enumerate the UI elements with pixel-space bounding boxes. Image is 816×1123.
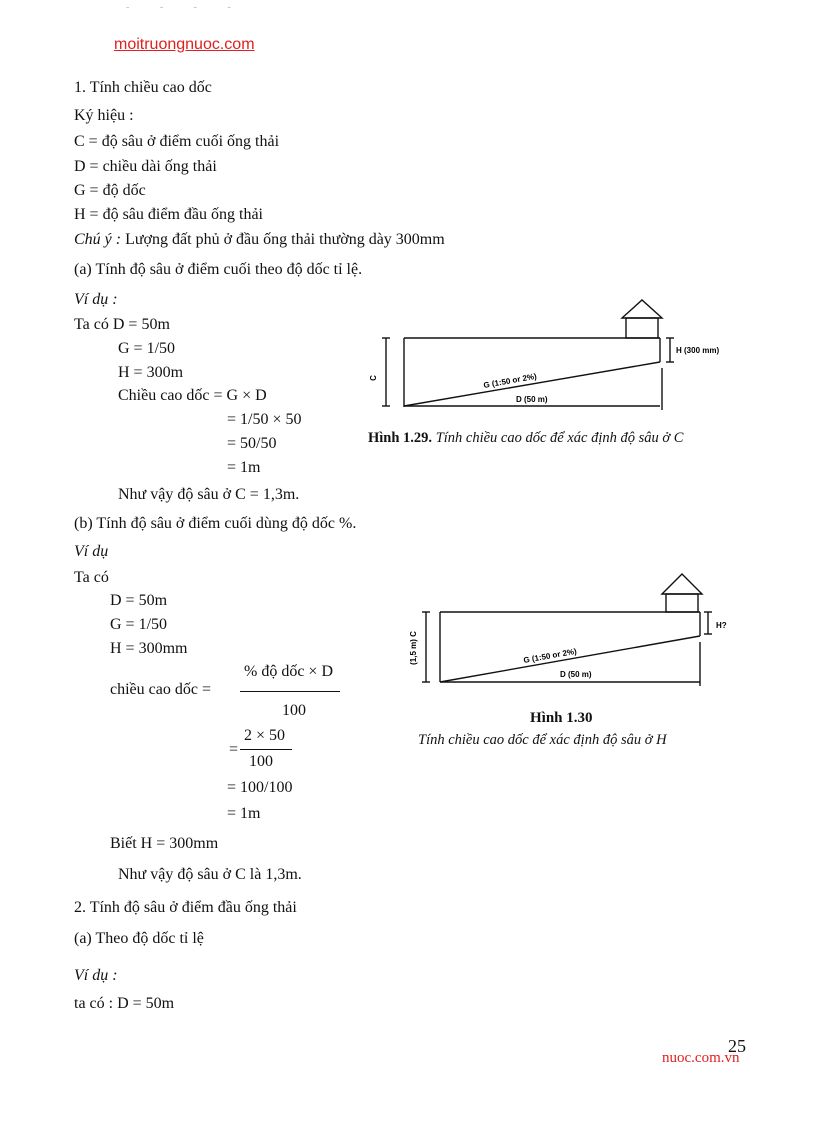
page-number: 25 (728, 1036, 746, 1056)
section2-part-a-title: (a) Theo độ dốc tỉ lệ (74, 930, 204, 947)
note (74, 230, 445, 250)
fig129-label-g: G (1:50 or 2%) (482, 371, 538, 390)
fig129-label-d: D (50 m) (516, 395, 548, 404)
symbol-d: D = chiều dài ống thải (74, 158, 217, 175)
example-line: = 1m (227, 459, 261, 476)
house-body-icon (626, 318, 658, 338)
example-line: G = 1/50 (118, 340, 176, 357)
scan-marks: - - - - (126, 2, 245, 13)
section2-ta-co: ta có : D = 50m (74, 995, 175, 1012)
example-line: H = 300m (118, 364, 184, 381)
formula-label: chiều cao dốc = (110, 681, 211, 698)
house-roof-icon (662, 574, 702, 594)
example-label: Ví dụ : (74, 291, 118, 308)
fig129-label-h: H (300 mm) (676, 346, 720, 355)
symbols-heading: Ký hiệu : (74, 107, 134, 124)
example-line: = 50/50 (227, 435, 277, 452)
fig129-caption (368, 428, 683, 448)
given-g: G = 1/50 (110, 616, 168, 633)
symbol-g: G = độ dốc (74, 182, 146, 199)
house-roof-icon (622, 300, 662, 318)
note-label: Chú ý : (74, 231, 122, 248)
fig129-label-c: C (369, 375, 378, 381)
fig130-label-g: G (1:50 or 2%) (522, 646, 578, 665)
fig130-label-d: D (50 m) (560, 670, 592, 679)
footer-site-link[interactable]: nuoc.com.vn (662, 1050, 740, 1066)
fig130-label-c: (1,5 m) C (409, 631, 418, 665)
section2-example-label: Ví dụ : (74, 967, 118, 984)
given-h: H = 300mm (110, 640, 188, 657)
step2-eq: = (229, 741, 239, 758)
formula-denominator: 100 (282, 702, 306, 719)
section1-title: 1. Tính chiều cao dốc (74, 79, 212, 96)
fig130-caption-text: Tính chiều cao dốc để xác định độ sâu ở H (418, 732, 667, 748)
formula-fraction-bar (240, 691, 340, 692)
house-body-icon (666, 594, 698, 612)
example-line: = 1/50 × 50 (227, 411, 302, 428)
example-line: Chiều cao dốc = G × D (118, 387, 267, 404)
figure-1-30 (400, 568, 760, 693)
fig130-caption-title: Hình 1.30 (530, 710, 593, 726)
symbol-h: H = độ sâu điểm đầu ống thải (74, 206, 263, 223)
symbol-c: C = độ sâu ở điểm cuối ống thải (74, 133, 280, 150)
figure-1-29 (364, 292, 784, 422)
step4: = 1m (227, 805, 261, 822)
example-conclusion: Như vậy độ sâu ở C = 1,3m. (118, 486, 300, 503)
step2-fraction-bar (240, 749, 292, 750)
note-text: Lượng đất phủ ở đầu ống thải thường dày 300mm (125, 231, 445, 248)
given-d: D = 50m (110, 592, 168, 609)
part-a-title: (a) Tính độ sâu ở điểm cuối theo độ dốc tỉ lệ. (74, 261, 363, 278)
part-b-title: (b) Tính độ sâu ở điểm cuối dùng độ dốc %. (74, 515, 357, 532)
section2-title: 2. Tính độ sâu ở điểm đầu ống thải (74, 899, 297, 916)
fig129-caption-title: Hình 1.29. (368, 430, 433, 446)
step2-numerator: 2 × 50 (244, 727, 286, 744)
step2-denominator: 100 (249, 753, 273, 770)
known-h: Biết H = 300mm (110, 835, 219, 852)
part-b-conclusion: Như vậy độ sâu ở C là 1,3m. (118, 866, 302, 883)
fig129-caption-text: Tính chiều cao dốc để xác định độ sâu ở C (435, 430, 684, 446)
part-b-example-label: Ví dụ (74, 543, 109, 560)
part-b-ta-co: Ta có (74, 569, 109, 586)
example-line: Ta có D = 50m (74, 316, 170, 333)
fig130-label-h: H? (716, 621, 727, 630)
step3: = 100/100 (227, 779, 293, 796)
formula-numerator: % độ dốc × D (244, 663, 334, 680)
header-site-link[interactable]: moitruongnuoc.com (114, 36, 255, 53)
